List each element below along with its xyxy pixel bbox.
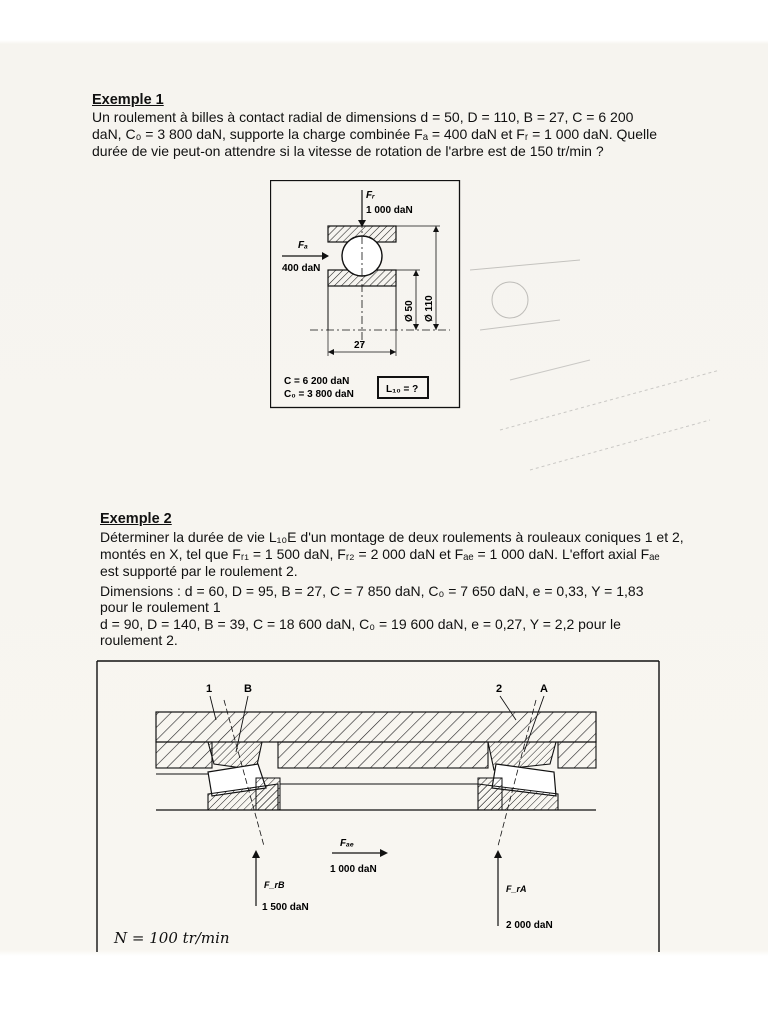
example2-line-7: roulement 2. <box>100 632 178 648</box>
example2-title: Exemple 2 <box>100 511 172 527</box>
label-A: A <box>540 683 548 695</box>
example2-assembly-figure <box>96 660 660 952</box>
example2-line-4: Dimensions : d = 60, D = 95, B = 27, C = 7 850 daN, C₀ = 7 650 daN, e = 0,33, Y = 1,83 <box>100 583 644 599</box>
d-dimension: Ø 50 <box>404 300 415 322</box>
example1-title: Exemple 1 <box>92 92 164 108</box>
D-dimension: Ø 110 <box>424 295 435 322</box>
label-1: 1 <box>206 683 213 695</box>
example1-line-3: durée de vie peut-on attendre si la vitesse de rotation de l'arbre est de 150 tr/min ? <box>92 143 604 159</box>
label-2: 2 <box>496 683 503 695</box>
handwritten-speed-note: N = 100 tr/min <box>114 929 230 947</box>
c-value: C = 6 200 daN <box>284 376 350 387</box>
example2-line-5: pour le roulement 1 <box>100 599 221 615</box>
frb-label: F_rB <box>264 880 285 890</box>
example2-line-2: montés en X, tel que Fᵣ₁ = 1 500 daN, Fᵣ₂ = 2 000 daN et Fₐₑ = 1 000 daN. L'effort axial Fₐₑ <box>100 546 660 562</box>
frb-value: 1 500 daN <box>262 902 309 913</box>
l10-label: L₁₀ = ? <box>386 384 419 395</box>
fae-value: 1 000 daN <box>330 864 377 875</box>
example1-line-2: daN, C₀ = 3 800 daN, supporte la charge combinée Fₐ = 400 daN et Fᵣ = 1 000 daN. Quelle <box>92 126 657 142</box>
fae-label: Fₐₑ <box>340 838 354 849</box>
fr-value: 1 000 daN <box>366 205 413 216</box>
bleed-through-sketch <box>470 230 730 510</box>
fa-value: 400 daN <box>282 263 321 274</box>
label-B: B <box>244 683 252 695</box>
housing <box>156 712 596 742</box>
fr-label: Fᵣ <box>366 190 375 201</box>
example2-line-1: Déterminer la durée de vie L₁₀E d'un montage de deux roulements à rouleaux coniques 1 et 2, <box>100 529 684 545</box>
fra-value: 2 000 daN <box>506 920 553 931</box>
c0-value: C₀ = 3 800 daN <box>284 389 354 400</box>
B-dimension: 27 <box>354 340 366 351</box>
example1-bearing-figure <box>270 180 462 410</box>
example2-line-6: d = 90, D = 140, B = 39, C = 18 600 daN, C₀ = 19 600 daN, e = 0,27, Y = 2,2 pour le <box>100 616 621 632</box>
example2-line-3: est supporté par le roulement 2. <box>100 563 298 579</box>
example1-line-1: Un roulement à billes à contact radial de dimensions d = 50, D = 110, B = 27, C = 6 200 <box>92 109 634 125</box>
fra-label: F_rA <box>506 884 527 894</box>
fa-label: Fₐ <box>298 240 308 251</box>
